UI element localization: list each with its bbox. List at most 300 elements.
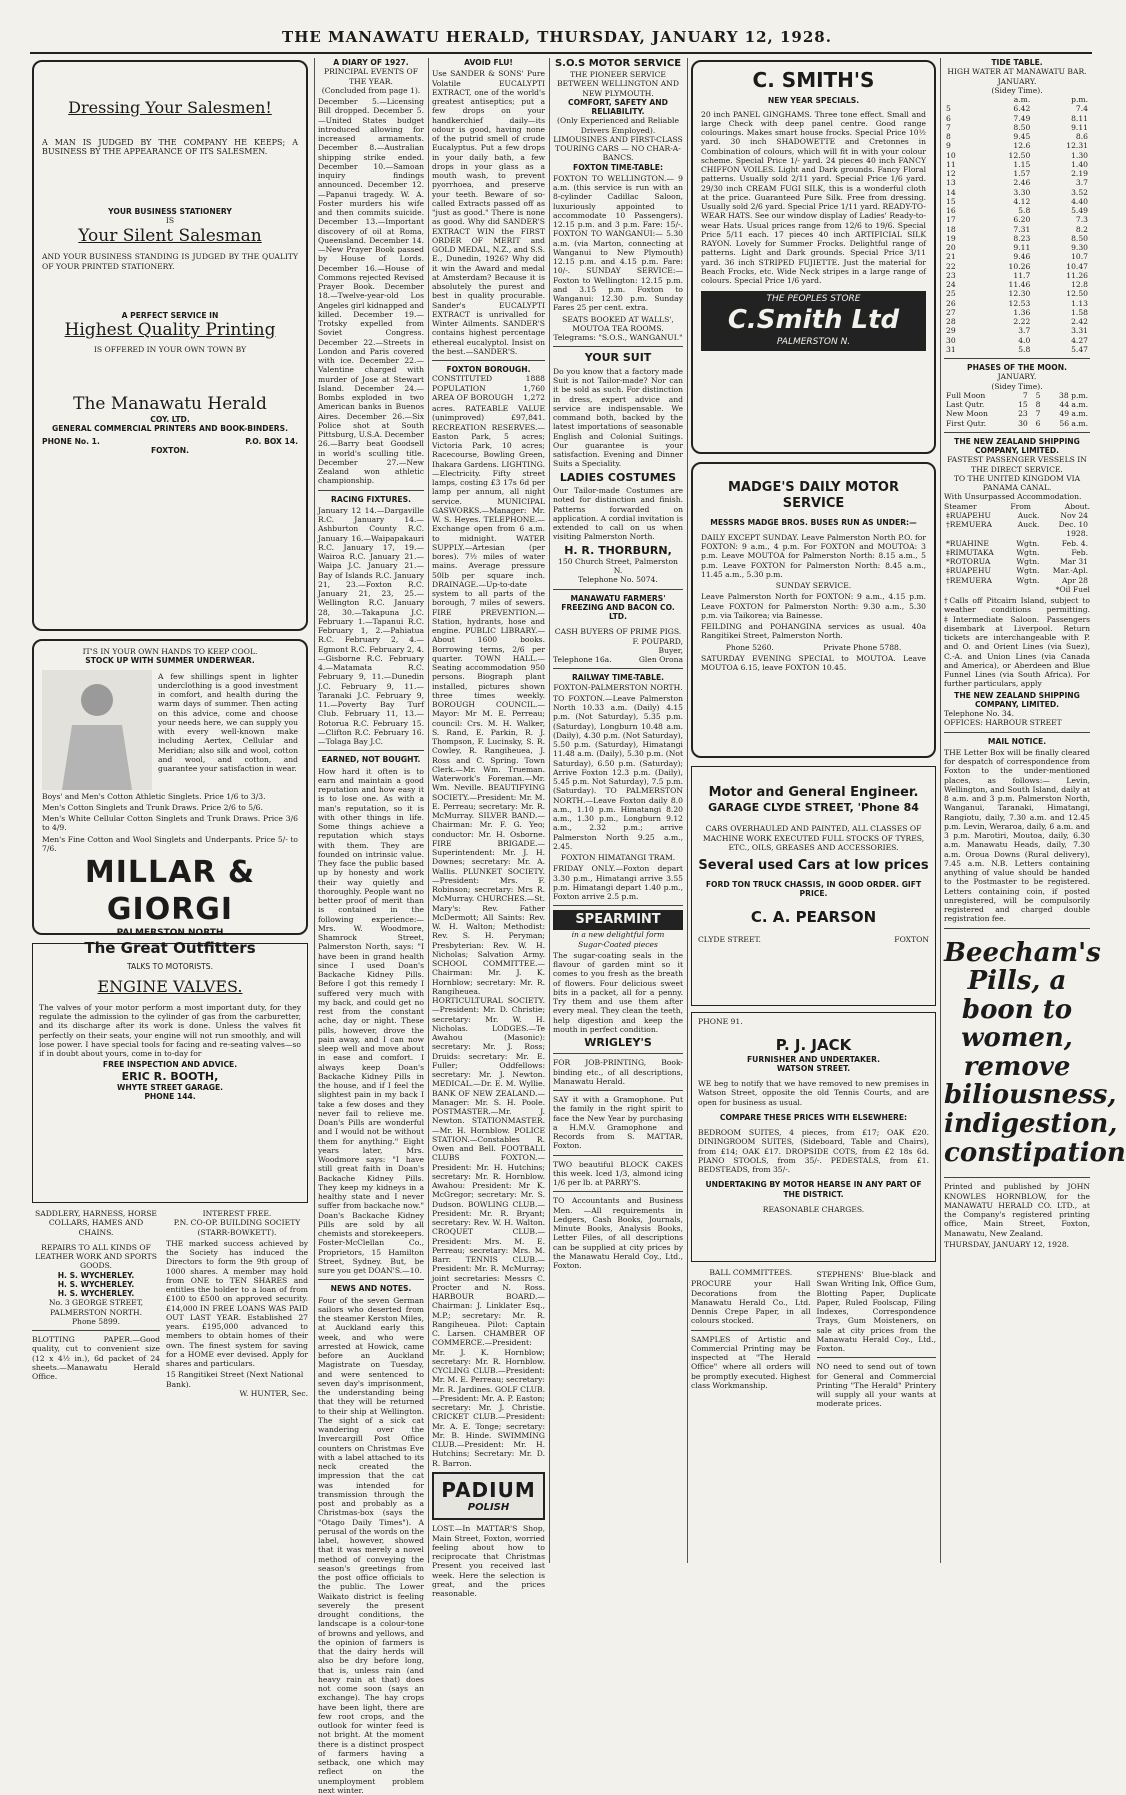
tide-row-cell: 12.50 bbox=[975, 151, 1033, 160]
moon-row-cell: 38 p.m. bbox=[1043, 391, 1091, 400]
tide-row-cell: 11.7 bbox=[975, 271, 1033, 280]
saddlery: SADDLERY, HARNESS, HORSE COLLARS, HAMES AND CHAINS. bbox=[32, 1209, 160, 1237]
tide-row bbox=[944, 151, 1090, 160]
sos-heading: S.O.S MOTOR SERVICE bbox=[553, 58, 683, 70]
constituted-value: 1888 bbox=[526, 374, 545, 383]
tide-row-cell: 3.7 bbox=[1032, 178, 1090, 187]
foxton-palmerston: FOXTON-PALMERSTON NORTH. bbox=[553, 683, 683, 692]
glen-orona: Glen Orona bbox=[639, 655, 683, 664]
cars-text: CARS OVERHAULED AND PAINTED, ALL CLASSES OF MACHINE WORK EXECUTED FULL STOCKS OF TYRES, ETC., OILS, GREASES AND ACCESSORIES. bbox=[698, 824, 929, 852]
earned-heading: EARNED, NOT BOUGHT. bbox=[318, 755, 424, 764]
tide-row-cell: 6 bbox=[944, 114, 975, 123]
ship-row-cell: Wgtn. bbox=[1008, 557, 1041, 566]
tide-row-cell: 28 bbox=[944, 317, 975, 326]
moon-row-cell: Last Qutr. bbox=[944, 400, 1010, 409]
hunter-sec: W. HUNTER, Sec. bbox=[166, 1389, 308, 1398]
tide-row bbox=[944, 262, 1090, 271]
motor-engineer: Motor and General Engineer. bbox=[698, 785, 929, 801]
ship-row-cell: Mar 31 bbox=[1041, 557, 1090, 566]
tide-row-cell: 8 bbox=[944, 132, 975, 141]
ship-row bbox=[944, 548, 1090, 557]
ship-row-cell bbox=[944, 529, 1008, 538]
tide-row-cell: 27 bbox=[944, 308, 975, 317]
tide-row-cell: 8.50 bbox=[975, 123, 1033, 132]
population-value: 1,760 bbox=[523, 384, 545, 393]
quality-printing: Highest Quality Printing bbox=[42, 320, 298, 341]
perfect-service: A PERFECT SERVICE IN bbox=[42, 311, 298, 320]
engine-text: The valves of your motor perform a most important duty, for they regulate the admission to the cylinder of gas from the carburetter, and its discharge after its work is done. Unless the valves fit perfectly on their seats, your engine will not run smoothly, and will lose power. I have special tools for facing and re-seating valves—so if in doubt about yours, come in to-day for bbox=[39, 1003, 301, 1059]
moon-row-cell: 30 bbox=[1010, 419, 1030, 428]
tide-row bbox=[944, 123, 1090, 132]
tide-row-cell: 11.26 bbox=[1032, 271, 1090, 280]
tide-row bbox=[944, 160, 1090, 169]
millar-giorgi-advert bbox=[32, 639, 308, 935]
standing-text: AND YOUR BUSINESS STANDING IS JUDGED BY THE QUALITY OF YOUR PRINTED STATIONERY. bbox=[42, 252, 298, 271]
ship-row-cell: Mar.-Apl. bbox=[1041, 566, 1090, 575]
tide-row-cell: 5 bbox=[944, 104, 975, 113]
tide-row bbox=[944, 308, 1090, 317]
moon-row-cell: First Qutr. bbox=[944, 419, 1010, 428]
interest-free: INTEREST FREE. bbox=[166, 1209, 308, 1218]
block-cakes: TWO beautiful BLOCK CAKES this week. Iced 1/3, almond icing 1/6 per lb. at PARRY'S. bbox=[553, 1160, 683, 1188]
tide-row-cell: 10.7 bbox=[1032, 252, 1090, 261]
tide-row-cell: 31 bbox=[944, 345, 975, 354]
population-label: POPULATION bbox=[432, 384, 486, 393]
coy-ltd: COY. LTD. bbox=[42, 415, 298, 424]
news-heading: NEWS AND NOTES. bbox=[318, 1284, 424, 1293]
events-heading: PRINCIPAL EVENTS OF THE YEAR. bbox=[318, 67, 424, 86]
palmerston-north: PALMERSTON NORTH bbox=[42, 928, 298, 939]
tide-row-cell: 12.31 bbox=[1032, 141, 1090, 150]
clyde-street: CLYDE STREET. bbox=[698, 935, 761, 944]
cool-text: A few shillings spent in lighter underclothing is a good investment in comfort, and health during the warm days of summer. Then acting on this advice, come and choose your needs here, we can supply you with every well-known make including Aertex, Cellular and Meridian; also silk and wool, cotton and wool, and cotton, and guarantee your satisfaction in wear. bbox=[158, 672, 298, 788]
poupard: F. POUPARD, bbox=[553, 637, 683, 646]
tide-row-cell: 2.19 bbox=[1032, 169, 1090, 178]
pitcairn-text: †Calls off Pitcairn Island, subject to weather conditions permitting. ‡Intermediate Saloon. Passengers disembark at Liverpool. Return tickets are interchangeable with P. and O. and Orient Lines (via Suez), C.-A. and Union Lines (via Canada and America), or Aberdeen and Blue Funnel Lines (via South Africa). For further particulars, apply bbox=[944, 596, 1090, 689]
column-divider bbox=[428, 58, 429, 1563]
tide-row-cell: 12.30 bbox=[975, 289, 1033, 298]
tide-row-cell: 7.3 bbox=[1032, 215, 1090, 224]
tide-row-cell: 12.50 bbox=[1032, 289, 1090, 298]
madge-advert bbox=[691, 462, 936, 758]
from-header: From bbox=[1010, 502, 1031, 511]
tide-row-cell: 1.30 bbox=[1032, 151, 1090, 160]
tide-row-cell: 10 bbox=[944, 151, 975, 160]
column-divider bbox=[314, 58, 315, 1563]
cool-heading: IT'S IN YOUR OWN HANDS TO KEEP COOL. bbox=[42, 647, 298, 656]
area-value: 1,272 bbox=[523, 393, 545, 402]
moon-row-cell: 15 bbox=[1010, 400, 1030, 409]
tide-row-cell: 1.58 bbox=[1032, 308, 1090, 317]
column-divider bbox=[687, 58, 688, 1563]
private-phone: Private Phone 5788. bbox=[823, 643, 901, 652]
blotting-paper: BLOTTING PAPER.—Good quality, cut to convenient size (12 x 4½ in.), 6d packet of 24 sheets.—Manawatu Herald Office. bbox=[32, 1335, 160, 1381]
beechams-pills: Beecham's Pills, a boon to women, remove biliousness, indigestion, constipation bbox=[944, 933, 1090, 1174]
tide-row bbox=[944, 104, 1090, 113]
ship-row-cell: Wgtn. bbox=[1008, 539, 1041, 548]
mail-heading: MAIL NOTICE. bbox=[944, 737, 1090, 746]
oil-fuel: *Oil Fuel bbox=[944, 585, 1090, 594]
wycherley-2: H. S. WYCHERLEY. bbox=[32, 1280, 160, 1289]
telephone-34: Telephone No. 34. bbox=[944, 709, 1090, 718]
tide-row bbox=[944, 299, 1090, 308]
garage-clyde: GARAGE CLYDE STREET, 'Phone 84 bbox=[698, 801, 929, 814]
ship-row-cell: ‡RIMUTAKA bbox=[944, 548, 1008, 557]
jack-advert bbox=[691, 1012, 936, 1262]
spearmint-logo: SPEARMINT bbox=[553, 910, 683, 930]
tide-row-cell: 7 bbox=[944, 123, 975, 132]
tide-row-cell: 11 bbox=[944, 160, 975, 169]
tide-row-cell: 5.8 bbox=[975, 345, 1033, 354]
comfort-line: COMFORT, SAFETY AND RELIABILITY. bbox=[553, 98, 683, 117]
ladies-costumes: LADIES COSTUMES bbox=[553, 471, 683, 484]
moon-row bbox=[944, 409, 1090, 418]
motorists-heading: TALKS TO MOTORISTS. bbox=[39, 962, 301, 971]
tide-row-cell: 1.13 bbox=[1032, 299, 1090, 308]
tide-row-cell: 1.57 bbox=[975, 169, 1033, 178]
delightful-form: in a new delightful form bbox=[553, 930, 683, 939]
stationery-line: YOUR BUSINESS STATIONERY bbox=[42, 207, 298, 216]
tide-row-cell: 1.36 bbox=[975, 308, 1033, 317]
tide-row-cell: 5.47 bbox=[1032, 345, 1090, 354]
whyte-street: WHYTE STREET GARAGE. bbox=[39, 1083, 301, 1092]
tide-row-cell: 9.11 bbox=[1032, 123, 1090, 132]
moon-row-cell: New Moon bbox=[944, 409, 1010, 418]
ship-row-cell: Auck. bbox=[1008, 520, 1041, 529]
pm-header: p.m. bbox=[1032, 95, 1090, 104]
tide-row-cell: 25 bbox=[944, 289, 975, 298]
free-inspection: FREE INSPECTION AND ADVICE. bbox=[39, 1060, 301, 1069]
tide-row bbox=[944, 197, 1090, 206]
column-2 bbox=[318, 58, 424, 1563]
ship-row-cell: Apr 28 bbox=[1041, 576, 1090, 585]
ship-row-cell: ‡RUAPEHU bbox=[944, 511, 1008, 520]
tide-row bbox=[944, 132, 1090, 141]
tide-row-cell: 2.42 bbox=[1032, 317, 1090, 326]
stock-heading: STOCK UP WITH SUMMER UNDERWEAR. bbox=[42, 656, 298, 665]
ladies-text: Our Tailor-made Costumes are noted for distinction and finish. Patterns forwarded on application. A cordial invitation is extended to call on us when visiting Palmerston North. bbox=[553, 486, 683, 542]
booth-advert bbox=[32, 943, 308, 1203]
ship-row-cell bbox=[1008, 529, 1041, 538]
ship-row-cell: Wgtn. bbox=[1008, 576, 1041, 585]
pj-jack: P. J. JACK bbox=[698, 1036, 929, 1054]
diary-heading: A DIARY OF 1927. bbox=[318, 58, 424, 67]
tide-row bbox=[944, 289, 1090, 298]
tide-row bbox=[944, 326, 1090, 335]
accountants: TO Accountants and Business Men. —All requirements in Ledgers, Cash Books, Journals, Minute Books, Analysis Books, Letter Files, of all descriptions can be supplied at city prices by the Manawatu Herald Coy., Ltd., Foxton. bbox=[553, 1196, 683, 1270]
tram-heading: FOXTON HIMATANGI TRAM. bbox=[553, 853, 683, 862]
masthead: THE MANAWATU HERALD, THURSDAY, JANUARY 12, 1928. bbox=[0, 28, 1114, 46]
pearson-advert bbox=[691, 766, 936, 1006]
ship-row-cell: Dec. 10 bbox=[1041, 520, 1090, 529]
tide-row-cell: 18 bbox=[944, 225, 975, 234]
ship-row-cell: ‡RUAPEHU bbox=[944, 566, 1008, 575]
tide-row-cell: 9.11 bbox=[975, 243, 1033, 252]
foxton-text: FOXTON bbox=[894, 935, 929, 944]
column-6 bbox=[944, 58, 1090, 1563]
nzsc-company: THE NEW ZEALAND SHIPPING COMPANY, LIMITED. bbox=[944, 691, 1090, 710]
george-street: No. 3 GEORGE STREET, PALMERSTON NORTH. bbox=[32, 1298, 160, 1317]
tide-row-cell: 4.0 bbox=[975, 336, 1033, 345]
moon-january: JANUARY. bbox=[944, 372, 1090, 381]
tide-row-cell: 29 bbox=[944, 326, 975, 335]
tide-row-cell: 12 bbox=[944, 169, 975, 178]
moon-row-cell: 44 a.m. bbox=[1043, 400, 1091, 409]
tide-row-cell: 17 bbox=[944, 215, 975, 224]
no-need-text: NO need to send out of town for General and Commercial Printing "The Herald" Printery will supply all your wants at moderate prices. bbox=[817, 1362, 937, 1408]
reasonable-charges: REASONABLE CHARGES. bbox=[698, 1205, 929, 1214]
peoples-store: THE PEOPLES STORE bbox=[704, 294, 923, 305]
mens-singlets-2: Men's White Cellular Cotton Singlets and Trunk Draws. Price 3/6 to 4/9. bbox=[42, 814, 298, 833]
tide-row-cell: 24 bbox=[944, 280, 975, 289]
ship-row bbox=[944, 576, 1090, 585]
herald-name: The Manawatu Herald bbox=[42, 394, 298, 415]
moon-row-cell: 7 bbox=[1030, 409, 1043, 418]
tide-row-cell: 16 bbox=[944, 206, 975, 215]
phone-5899: Phone 5899. bbox=[32, 1317, 160, 1326]
polish-logo: POLISH bbox=[438, 1502, 539, 1514]
padium-advert bbox=[432, 1472, 545, 1521]
ship-row-cell: Feb. bbox=[1041, 548, 1090, 557]
tide-row-cell: 21 bbox=[944, 252, 975, 261]
palmerston-n: PALMERSTON N. bbox=[704, 337, 923, 348]
moon-row-cell: 5 bbox=[1030, 391, 1043, 400]
tide-row-cell: 9.45 bbox=[975, 132, 1033, 141]
earned-text: How hard it often is to earn and maintain a good reputation and how easy it is to lose one. As with a man's reputation, so it is with other things in life. Some things achieve a reputation which stays with them. They are founded on intrinsic value. They face the public based up by honesty and work their way quietly and thoroughly. People want no better proof of merit than is contained in the following experience:—Mrs. W. Woodmore, Shamrock Street, Palmerston North, says: "I have been in grand health since I used Doan's Backache Kidney Pills. Before I got this remedy I suffered very much with my back, and could get no rest from the constant ache, day or night. These pills, however, drove the pain away, and I can now sleep well and move about in ease and comfort. I always keep Doan's Backache Kidney Pills in the house, and if I feel the slightest pain in my back I take a few doses and they never fail to relieve me. Doan's Pills are wonderful and I would not be without them for anything." Eight years later, Mrs. Woodmore says: "I have still great faith in Doan's Backache Kidney Pills. They keep my kidneys in a healthy state and I never suffer from backache now." Doan's Backache Kidney Pills are sold by all chemists and storekeepers. Foster-McClellan Co., Proprietors, 15 Hamilton Street, Sydney. But, be sure you get DOAN'S.—10. bbox=[318, 767, 424, 1276]
foxton-timetable: FOXTON TIME-TABLE: bbox=[553, 163, 683, 172]
motor-hearse: UNDERTAKING BY MOTOR HEARSE IN ANY PART OF THE DISTRICT. bbox=[698, 1180, 929, 1199]
racing-text: January 12 14.—Dargaville R.C. January 14.—Ashburton County R.C. January 16.—Waipapakauri R.C. January 17, 19.—Wairoa R.C. January 21.—Waipa J.C. January 21.—Bay of Islands R.C. January 21, 23.—Foxton R.C. January 21, 23, 25.—Wellington R.C. January 28, 30.—Takapuna J.C. February 1.—Tapanui R.C. February 1, 2.—Pahiatua R.C. February 2, 4.—Egmont R.C. February 2, 4.—Gisborne R.C. February 4.—Matamata R.C. February 9, 11.—Dunedin J.C. February 9, 11.—Taranaki J.C. February 9, 11.—Poverty Bay Turf Club. February 11, 13.—Rotorua R.C. February 15.—Clifton R.C. February 16.—Tolaga Bay J.C. bbox=[318, 506, 424, 747]
ship-row bbox=[944, 566, 1090, 575]
borough-heading: FOXTON BOROUGH. bbox=[432, 365, 545, 374]
mens-singlets-3: Men's Fine Cotton and Wool Singlets and Underpants. Price 5/- to 7/6. bbox=[42, 835, 298, 854]
moon-row-cell: 7 bbox=[1010, 391, 1030, 400]
news-text: Four of the seven German sailors who deserted from the steamer Kerston Miles, at Auckland early this week, and who were arrested at Howick, came before an Auckland Magistrate on Tuesday, and were sentenced to seven day's imprisonment, the understanding being that they will be returned to their ship at Wellington. The sight of a sick cat wandering over the Invercargill Post Office counters on Christmas Eve with a label attached to its neck created the impression that the cat was intended for transmission through the post and probably as a Christmas-box (says the "Otago Daily Times"). A perusal of the words on the label, however, showed that it was merely a novel method of conveying the season's greetings from the post office officials to the public. The Lower Waikato district is feeling severely the present drought conditions, the landscape is a colour-tone of browns and yellows, and the opinion of farmers is that the dairy herds will also be dry before long, that is, unless rain (and heavy rain at that) does not come soon (says an exchange). The hay crops have been light, there are few root crops, and the outlook for winter feed is not bright. At the moment there is a distinct prospect of farmers having a setback, one which may reflect on the unemployment problem next winter. bbox=[318, 1296, 424, 1795]
tide-row-cell: 4.12 bbox=[975, 197, 1033, 206]
millar-giorgi-logo: MILLAR & GIORGI bbox=[42, 855, 298, 928]
tide-row-cell: 26 bbox=[944, 299, 975, 308]
wycherley-3: H. S. WYCHERLEY. bbox=[32, 1289, 160, 1298]
moon-table bbox=[944, 391, 1090, 428]
tide-row bbox=[944, 114, 1090, 123]
ship-row-cell: Auck. bbox=[1008, 511, 1041, 520]
seats-booked: SEATS BOOKED AT WALLS', MOUTOA TEA ROOMS. bbox=[553, 315, 683, 334]
moon-row-cell: 6 bbox=[1030, 419, 1043, 428]
moon-row-cell: 56 a.m. bbox=[1043, 419, 1091, 428]
suit-text: Do you know that a factory made Suit is not Tailor-made? Nor can it be sold as such. For distinction in dress, expert advice and service are indispensable. We command both, backed by the latest importations of seasonable English and Colonial Suitings. Our guarantee is your satisfaction. Evening and Dinner Suits a Speciality. bbox=[553, 367, 683, 469]
madge-text: DAILY EXCEPT SUNDAY. Leave Palmerston North P.O. for FOXTON: 9 a.m., 4 p.m. For FOXTON and MOUTOA: 3 p.m. Leave MOUTOA for Palmerston North: 8.15 a.m., 5 p.m. Leave FOXTON for Palmerston North: 8.45 a.m., 11.45 a.m., 5.30 p.m. bbox=[701, 533, 926, 579]
tide-row bbox=[944, 215, 1090, 224]
tide-row bbox=[944, 206, 1090, 215]
tide-row-cell: 5.8 bbox=[975, 206, 1033, 215]
ball-text: PROCURE your Hall Decorations from the Manawatu Herald Co., Ltd. Dennis Crepe Paper, in all colours stocked. bbox=[691, 1279, 811, 1325]
man-illustration bbox=[42, 670, 152, 790]
ship-row-cell: *RUAHINE bbox=[944, 539, 1008, 548]
tide-row bbox=[944, 271, 1090, 280]
tide-row bbox=[944, 252, 1090, 261]
tide-row bbox=[944, 280, 1090, 289]
area-label: AREA OF BOROUGH bbox=[432, 393, 514, 402]
tide-row-cell: 11.46 bbox=[975, 280, 1033, 289]
tide-row-cell: 9.30 bbox=[1032, 243, 1090, 252]
tide-row-cell: 10.47 bbox=[1032, 262, 1090, 271]
engine-valves: ENGINE VALVES. bbox=[39, 977, 301, 997]
offered-line: IS OFFERED IN YOUR OWN TOWN BY bbox=[42, 345, 298, 354]
salesmen-text: A MAN IS JUDGED BY THE COMPANY HE KEEPS; A BUSINESS BY THE APPEARANCE OF ITS SALESMEN. bbox=[42, 138, 298, 158]
padium-logo: PADIUM bbox=[438, 1478, 539, 1502]
tide-row-cell: 15 bbox=[944, 197, 975, 206]
column-divider bbox=[549, 58, 550, 1563]
tide-sidey: (Sidey Time). bbox=[944, 86, 1090, 95]
pioneer-line: THE PIONEER SERVICE BETWEEN WELLINGTON AND NEW PLYMOUTH. bbox=[553, 70, 683, 98]
tide-row-cell: 8.6 bbox=[1032, 132, 1090, 141]
diary-text: December 5.—Licensing Bill dropped. December 5.—United States budget introduced allowing for increased armaments. December 8.—Australian shipping strike ended. December 10.—Samoan inquiry findings announced. December 12.—Papanui tragedy. W. A. Foster murders his wife and then commits suicide. December 13.—Important discovery of oil at Roma, Queensland. December 14.—New Prayer Book passed by House of Lords. December 16.—House of Commons rejected Revised Prayer Book. December 18.—Twelve-year-old Los Angeles girl kidnapped and killed. December 19.—Trotsky expelled from Soviet Congress. December 22.—Streets in London and Paris covered with ice. December 22.—Valentine charged with murder of Jose at Stewart Island. December 24.—Bombs exploded in two American banks in Buenos Aires. December 26.—Six Police shot at South Pittsburg, U.S.A. December 26.—Barry beat Goodsell in world's sculling title. December 27.—New Zealand won athletic championship. bbox=[318, 97, 424, 486]
samples-text: SAMPLES of Artistic and Commercial Printing may be inspected at "The Herald Office" where all orders will be promptly executed. Highest class Workmanship. bbox=[691, 1335, 811, 1391]
tide-row-cell: 14 bbox=[944, 188, 975, 197]
phone-91: PHONE 91. bbox=[698, 1017, 929, 1026]
tide-row bbox=[944, 188, 1090, 197]
buyer: Buyer, bbox=[553, 646, 683, 655]
madge-heading: MADGE'S DAILY MOTOR SERVICE bbox=[701, 480, 926, 512]
tide-row-cell: 9 bbox=[944, 141, 975, 150]
tide-row-cell: 2.22 bbox=[975, 317, 1033, 326]
phone-5260: Phone 5260. bbox=[726, 643, 774, 652]
smiths-text: 20 inch PANEL GINGHAMS. Three tone effect. Small and large Check with deep panel centre. Good range colourings. Makes smart house frocks. Special Price 10½ yard. 30 inch SHADOWETTE and Cretonnes in Combination of colours, which will fit in with your colour scheme. Special Price 1/- yard. 24 pieces 40 inch FANCY CHIFFON VOILES. Light and Dark grounds. Fancy Floral patterns. Usually sold 2/11 yard. Special Price 1/6 yard. 29/30 inch CREAM FUGI SILK, this is a wonderful cloth at the price. Guaranteed Pure Silk. Free from dressing. Usually sold 2/6 yard. Special Price 1/11 yard. READY-TO-WEAR HATS. See our window display of Ladies' Ready-to-wear Hats. Usual prices range from 12/6 to 19/6. Special Price 5/11 each. 17 pieces 40 inch ARTIFICIAL SILK RAYON. Lovely for Summer Frocks. Delightful range of patterns. Light and Dark grounds. Special Price 3/11 yard. 36 inch STRIPED FUJIETTE. Just the material for Beach Frocks, etc. Wide Neck stripes in a large range of colours. Special Price 1/6 yard. bbox=[701, 110, 926, 286]
jack-text: WE beg to notify that we have removed to new premises in Watson Street, opposite the old Tennis Courts, and are open for business as usual. bbox=[698, 1079, 929, 1107]
rangitikei-street: 15 Rangitikei Street (Next National Bank). bbox=[166, 1370, 308, 1389]
tide-table bbox=[944, 95, 1090, 354]
c-smith-logo: C.Smith Ltd bbox=[704, 305, 923, 337]
lost-notice: LOST.—In MATTAR'S Shop, Main Street, Foxton, worried feeling about how to reciprocate that Christmas Present you received last week. Here the selection is great, and the prices reasonable. bbox=[432, 1524, 545, 1598]
masthead-rule bbox=[30, 52, 1092, 54]
herald-advert bbox=[32, 60, 308, 631]
steamer-header: Steamer bbox=[944, 502, 977, 511]
moon-row bbox=[944, 419, 1090, 428]
ship-row-cell: 1928. bbox=[1041, 529, 1090, 538]
tide-row bbox=[944, 345, 1090, 354]
tide-row-cell: 23 bbox=[944, 271, 975, 280]
tide-row bbox=[944, 225, 1090, 234]
silent-salesman: Your Silent Salesman bbox=[42, 226, 298, 247]
mail-text: THE Letter Box will be finally cleared for despatch of correspondence from Foxton to the under-mentioned places, as follows:— Levin, Wellington, and South Island, daily at 8 a.m. and 3 p.m. Palmerston North, Wanganui, Taranaki, Himatangi, Rangiotu, daily, 7.30 a.m. and 12.45 p.m. Levin, Weraroa, daily, 6 a.m. and 3 p.m. Marotiri, Moutoa, daily, 6.30 a.m. Manawatu Heads, daily, 7.30 a.m. Oroua Downs (Rural delivery), 7.45 a.m. N.B. Letters containing anything of value should be handed to the Postmaster to be registered. Letters containing coin, if posted unregistered, will be compulsorily registered and charged double registration fee. bbox=[944, 748, 1090, 924]
feilding-text: FEILDING and POHANGINA services as usual. 40a Rangitikei Street, Palmerston North. bbox=[701, 622, 926, 641]
ship-row-cell: *ROTORUA bbox=[944, 557, 1008, 566]
unsurpassed: With Unsurpassed Accommodation. bbox=[944, 492, 1090, 501]
tide-row-cell: 5.49 bbox=[1032, 206, 1090, 215]
used-cars: Several used Cars at low prices bbox=[698, 858, 929, 874]
new-year-specials: NEW YEAR SPECIALS. bbox=[701, 96, 926, 105]
tide-row-cell: 12.6 bbox=[975, 141, 1033, 150]
tide-row-cell: 1.40 bbox=[1032, 160, 1090, 169]
concluded-note: (Concluded from page 1). bbox=[318, 86, 424, 95]
moon-row bbox=[944, 400, 1090, 409]
telegrams: Telegrams: "S.O.S., WANGANUI." bbox=[553, 333, 683, 342]
tide-row-cell: 6.42 bbox=[975, 104, 1033, 113]
tide-row-cell: 8.11 bbox=[1032, 114, 1090, 123]
tide-row-cell: 13 bbox=[944, 178, 975, 187]
po-box: P.O. BOX 14. bbox=[245, 437, 298, 446]
tide-row-cell: 9.46 bbox=[975, 252, 1033, 261]
tram-text: FRIDAY ONLY.—Foxton depart 3.30 p.m., Himatangi arrive 3.55 p.m. Himatangi depart 1.40 p.m., Foxton arrive 2.5 p.m. bbox=[553, 864, 683, 901]
tide-row-cell: 7.4 bbox=[1032, 104, 1090, 113]
boys-singlets: Boys' and Men's Cotton Athletic Singlets. Price 1/6 to 3/3. bbox=[42, 792, 298, 801]
tide-heading: TIDE TABLE. bbox=[944, 58, 1090, 67]
ship-row-cell: Wgtn. bbox=[1008, 548, 1041, 557]
ship-row bbox=[944, 511, 1090, 520]
coop-text: THE marked success achieved by the Society has induced the Directors to form the 9th group of 1000 shares. A member may hold from ONE to TEN SHARES and entitles the holder to a loan of from £100 to £500 on approved security. £14,000 IN FREE LOANS WAS PAID OUT LAST YEAR. Established 27 years. £195,000 advanced to members to obtain homes of their own. The finest system for saving for a HOME ever devised. Apply for shares and particulars. bbox=[166, 1239, 308, 1369]
tide-row-cell: 8.50 bbox=[1032, 234, 1090, 243]
compare-prices: COMPARE THESE PRICES WITH ELSEWHERE: bbox=[698, 1113, 929, 1122]
foxton-line: FOXTON. bbox=[42, 446, 298, 455]
tide-row-cell: 3.31 bbox=[1032, 326, 1090, 335]
tide-row-cell: 8.23 bbox=[975, 234, 1033, 243]
fastest-vessels: FASTEST PASSENGER VESSELS IN THE DIRECT SERVICE. bbox=[944, 455, 1090, 474]
ship-row-cell: Feb. 4. bbox=[1041, 539, 1090, 548]
tide-row bbox=[944, 141, 1090, 150]
ship-row bbox=[944, 520, 1090, 529]
ships-table bbox=[944, 511, 1090, 585]
moon-heading: PHASES OF THE MOON. bbox=[944, 363, 1090, 372]
telephone-5074: Telephone No. 5074. bbox=[553, 575, 683, 584]
tide-row-cell: 30 bbox=[944, 336, 975, 345]
tide-row-cell: 4.27 bbox=[1032, 336, 1090, 345]
constituted-label: CONSTITUTED bbox=[432, 374, 492, 383]
shipping-heading: THE NEW ZEALAND SHIPPING COMPANY, LIMITED. bbox=[944, 437, 1090, 456]
offices: OFFICES: HARBOUR STREET bbox=[944, 718, 1090, 727]
phone-no: PHONE No. 1. bbox=[42, 437, 100, 446]
ca-pearson: C. A. PEARSON bbox=[698, 908, 929, 926]
sugar-coated: Sugar-Coated pieces bbox=[553, 940, 683, 949]
smith-logo-block bbox=[701, 291, 926, 351]
about-header: About. bbox=[1065, 502, 1090, 511]
tide-row bbox=[944, 243, 1090, 252]
job-printing: FOR JOB-PRINTING, Book-binding etc., of all descriptions, Manawatu Herald. bbox=[553, 1058, 683, 1086]
moon-row-cell: 49 a.m. bbox=[1043, 409, 1091, 418]
tide-row-cell: 4.40 bbox=[1032, 197, 1090, 206]
coop-society: P.N. CO-OP. BUILDING SOCIETY (STARR-BOWKETT). bbox=[166, 1218, 308, 1237]
tide-row-cell: 1.15 bbox=[975, 160, 1033, 169]
column-1 bbox=[32, 58, 308, 1563]
your-suit-heading: YOUR SUIT bbox=[553, 351, 683, 364]
column-divider bbox=[940, 58, 941, 1563]
ship-row-cell: †REMUERA bbox=[944, 576, 1008, 585]
tide-row-cell: 10.26 bbox=[975, 262, 1033, 271]
church-street: 150 Church Street, Palmerston N. bbox=[553, 557, 683, 576]
tide-row-cell: 20 bbox=[944, 243, 975, 252]
ship-row bbox=[944, 557, 1090, 566]
tide-row-cell: 7.49 bbox=[975, 114, 1033, 123]
moon-row bbox=[944, 391, 1090, 400]
messrs-madge: MESSRS MADGE BROS. BUSES RUN AS UNDER:— bbox=[701, 518, 926, 527]
ship-row-cell: †REMUERA bbox=[944, 520, 1008, 529]
gramophone: SAY it with a Gramophone. Put the family in the right spirit to face the New Year by purchasing a H.M.V. Gramophone and Records from S. MATTAR, Foxton. bbox=[553, 1095, 683, 1151]
great-outfitters: The Great Outfitters bbox=[42, 939, 298, 957]
is-line: IS bbox=[42, 216, 298, 225]
eric-booth: ERIC R. BOOTH, bbox=[39, 1070, 301, 1083]
railway-heading: RAILWAY TIME-TABLE. bbox=[553, 673, 683, 682]
tide-row-cell: 22 bbox=[944, 262, 975, 271]
smiths-advert bbox=[691, 60, 936, 454]
ship-row-cell: Nov 24 bbox=[1041, 511, 1090, 520]
moon-sidey: (Sidey Time). bbox=[944, 382, 1090, 391]
cash-buyers: CASH BUYERS OF PRIME PIGS. bbox=[553, 627, 683, 636]
wycherley-1: H. S. WYCHERLEY. bbox=[32, 1271, 160, 1280]
gum-text: The sugar-coating seals in the flavour of garden mint so it comes to you fresh as the breath of flowers. Four delicious sweet bits in a packet, all for a penny. Try them and use them after every meal. They clean the teeth, help digestion and keep the mouth in perfect condition. bbox=[553, 951, 683, 1034]
tide-row-cell: 12.8 bbox=[1032, 280, 1090, 289]
tide-row bbox=[944, 178, 1090, 187]
ship-row bbox=[944, 539, 1090, 548]
ship-row-cell: Wgtn. bbox=[1008, 566, 1041, 575]
